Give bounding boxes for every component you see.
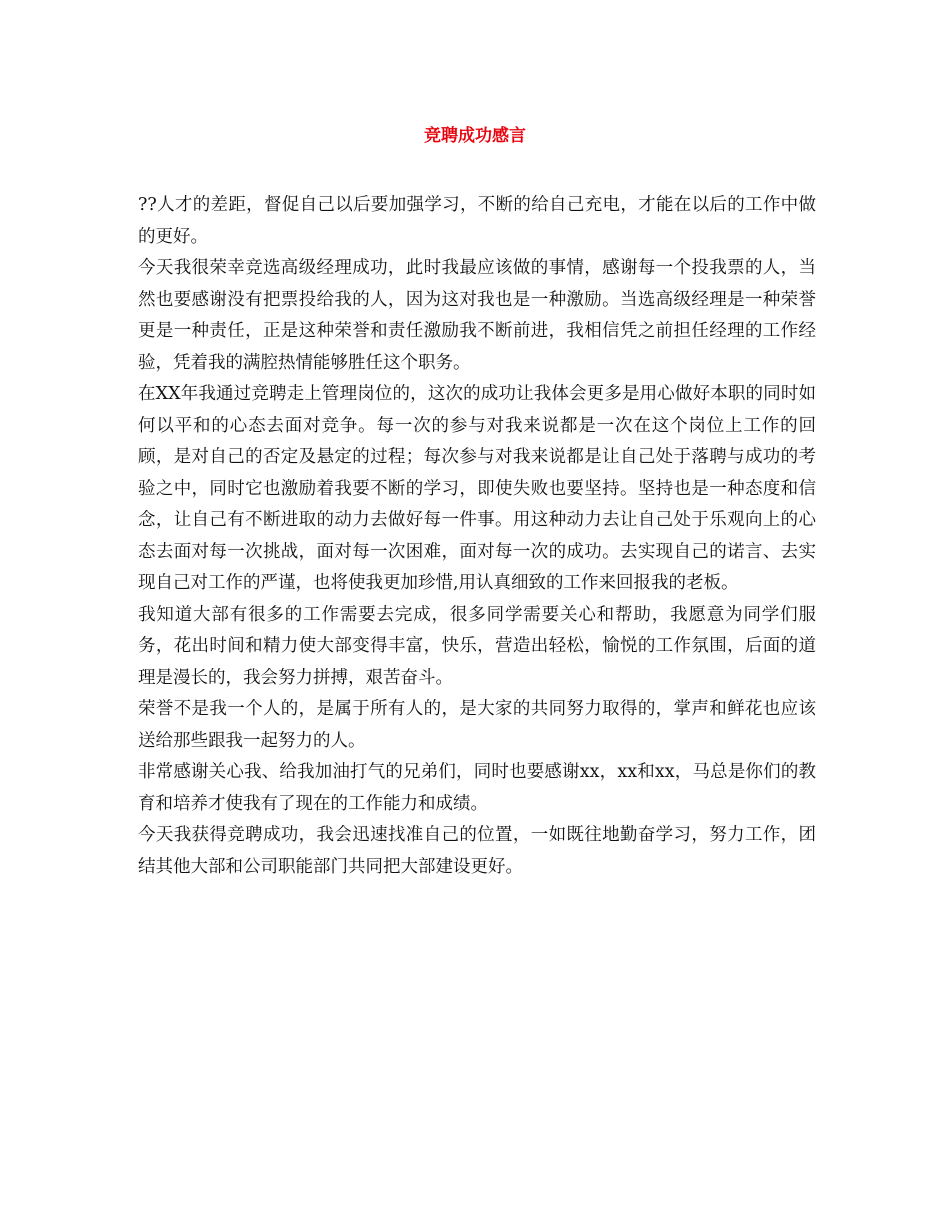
paragraph-3: 在XX年我通过竞聘走上管理岗位的，这次的成功让我体会更多是用心做好本职的同时如何以平和的心态去面对竞争。每一次的参与对我来说都是一次在这个岗位上工作的回顾，是对自己的否定及悬定的过程；每次参与对我来说都是让自己处于落聘与成功的考验之中，同时它也激励着我要不断的学习，即使失败也要坚持。坚持也是一种态度和信念，让自己有不断进取的动力去做好每一件事。用这种动力去让自己处于乐观向上的心态去面对每一次挑战，面对每一次困难，面对每一次的成功。去实现自己的诺言、去实现自己对工作的严谨，也将使我更加珍惜,用认真细致的工作来回报我的老板。	[138, 384, 816, 593]
paragraph-1: ??人才的差距，督促自己以后要加强学习，不断的给自己充电，才能在以后的工作中做的更好。	[138, 195, 816, 247]
paragraph-5: 荣誉不是我一个人的，是属于所有人的，是大家的共同努力取得的，掌声和鲜花也应该送给那些跟我一起努力的人。	[138, 699, 816, 751]
paragraph-6: 非常感谢关心我、给我加油打气的兄弟们，同时也要感谢xx，xx和xx，马总是你们的教育和培养才使我有了现在的工作能力和成绩。	[138, 762, 816, 814]
paragraph-4: 我知道大部有很多的工作需要去完成，很多同学需要关心和帮助，我愿意为同学们服务，花出时间和精力使大部变得丰富，快乐，营造出轻松，愉悦的工作氛围，后面的道理是漫长的，我会努力拼搏，艰苦奋斗。	[138, 604, 816, 688]
document-body	[138, 190, 816, 883]
paragraph-2: 今天我很荣幸竞选高级经理成功，此时我最应该做的事情，感谢每一个投我票的人，当然也要感谢没有把票投给我的人，因为这对我也是一种激励。当选高级经理是一种荣誉更是一种责任，正是这种荣誉和责任激励我不断前进，我相信凭之前担任经理的工作经验，凭着我的满腔热情能够胜任这个职务。	[138, 258, 816, 373]
paragraph-7: 今天我获得竞聘成功，我会迅速找准自己的位置，一如既往地勤奋学习，努力工作，团结其他大部和公司职能部门共同把大部建设更好。	[138, 825, 816, 877]
document-title: 竞聘成功感言	[424, 126, 526, 146]
